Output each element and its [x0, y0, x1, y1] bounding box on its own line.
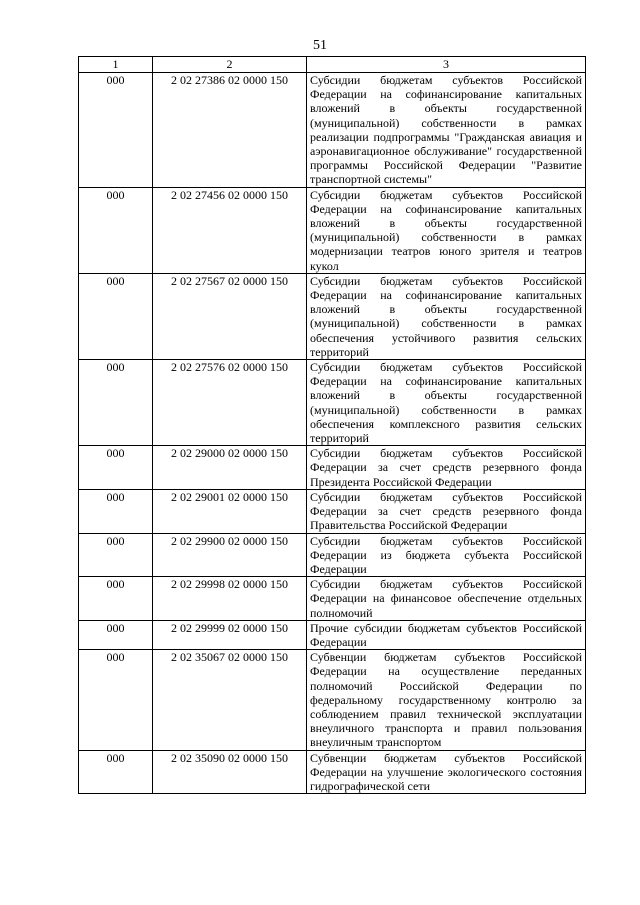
income-name-cell: Субвенции бюджетам субъектов Российской Федерации на осуществление переданных полномочий Российской Федерации по федеральному государственному контролю за соблюдением правил технической эксплуатации внеуличного транспорта и правил пользования внеуличным транспортом	[307, 650, 586, 750]
budget-code-cell: 2 02 29000 02 0000 150	[153, 446, 307, 490]
table-row	[79, 187, 586, 273]
budget-classification-table	[78, 56, 586, 794]
table-header-row	[79, 57, 586, 73]
budget-code-cell: 2 02 27576 02 0000 150	[153, 360, 307, 446]
income-name-cell: Субсидии бюджетам субъектов Российской Федерации из бюджета субъекта Российской Федерации	[307, 533, 586, 577]
admin-code-cell: 000	[79, 650, 153, 750]
page-number: 51	[313, 38, 327, 53]
table-row	[79, 73, 586, 188]
income-name-cell: Субсидии бюджетам субъектов Российской Федерации за счет средств резервного фонда Правительства Российской Федерации	[307, 489, 586, 533]
budget-code-cell: 2 02 27567 02 0000 150	[153, 273, 307, 359]
income-name-cell: Субсидии бюджетам субъектов Российской Федерации на финансовое обеспечение отдельных полномочий	[307, 577, 586, 621]
admin-code-cell: 000	[79, 489, 153, 533]
column-header-1: 1	[79, 57, 153, 73]
income-name-cell: Субсидии бюджетам субъектов Российской Федерации на софинансирование капитальных вложений в объекты государственной (муниципальной) собственности в рамках обеспечения устойчивого развития сельских территорий	[307, 273, 586, 359]
table-row	[79, 446, 586, 490]
budget-code-cell: 2 02 35090 02 0000 150	[153, 750, 307, 794]
admin-code-cell: 000	[79, 273, 153, 359]
table-row	[79, 577, 586, 621]
budget-code-cell: 2 02 29001 02 0000 150	[153, 489, 307, 533]
budget-code-cell: 2 02 29998 02 0000 150	[153, 577, 307, 621]
income-name-cell: Субсидии бюджетам субъектов Российской Федерации на софинансирование капитальных вложений в объекты государственной (муниципальной) собственности в рамках модернизации театров юного зрителя и театров кукол	[307, 187, 586, 273]
admin-code-cell: 000	[79, 187, 153, 273]
admin-code-cell: 000	[79, 446, 153, 490]
table-row	[79, 620, 586, 649]
budget-code-cell: 2 02 29999 02 0000 150	[153, 620, 307, 649]
admin-code-cell: 000	[79, 620, 153, 649]
budget-code-cell: 2 02 35067 02 0000 150	[153, 650, 307, 750]
income-name-cell: Субвенции бюджетам субъектов Российской Федерации на улучшение экологического состояния гидрографической сети	[307, 750, 586, 794]
admin-code-cell: 000	[79, 577, 153, 621]
budget-code-cell: 2 02 27386 02 0000 150	[153, 73, 307, 188]
admin-code-cell: 000	[79, 533, 153, 577]
table-row	[79, 489, 586, 533]
income-name-cell: Субсидии бюджетам субъектов Российской Федерации на софинансирование капитальных вложений в объекты государственной (муниципальной) собственности в рамках обеспечения комплексного развития сельских территорий	[307, 360, 586, 446]
admin-code-cell: 000	[79, 73, 153, 188]
income-name-cell: Прочие субсидии бюджетам субъектов Российской Федерации	[307, 620, 586, 649]
budget-code-cell: 2 02 27456 02 0000 150	[153, 187, 307, 273]
income-name-cell: Субсидии бюджетам субъектов Российской Федерации на софинансирование капитальных вложений в объекты государственной (муниципальной) собственности в рамках реализации подпрограммы "Гражданская авиация и аэронавигационное обслуживание" государственной программы Российской Федерации "Развитие транспортной системы"	[307, 73, 586, 188]
admin-code-cell: 000	[79, 360, 153, 446]
budget-code-cell: 2 02 29900 02 0000 150	[153, 533, 307, 577]
column-header-3: 3	[307, 57, 586, 73]
income-name-cell: Субсидии бюджетам субъектов Российской Федерации за счет средств резервного фонда Президента Российской Федерации	[307, 446, 586, 490]
table-row	[79, 750, 586, 794]
table-row	[79, 533, 586, 577]
column-header-2: 2	[153, 57, 307, 73]
table-row	[79, 650, 586, 750]
table-row	[79, 273, 586, 359]
admin-code-cell: 000	[79, 750, 153, 794]
table-row	[79, 360, 586, 446]
